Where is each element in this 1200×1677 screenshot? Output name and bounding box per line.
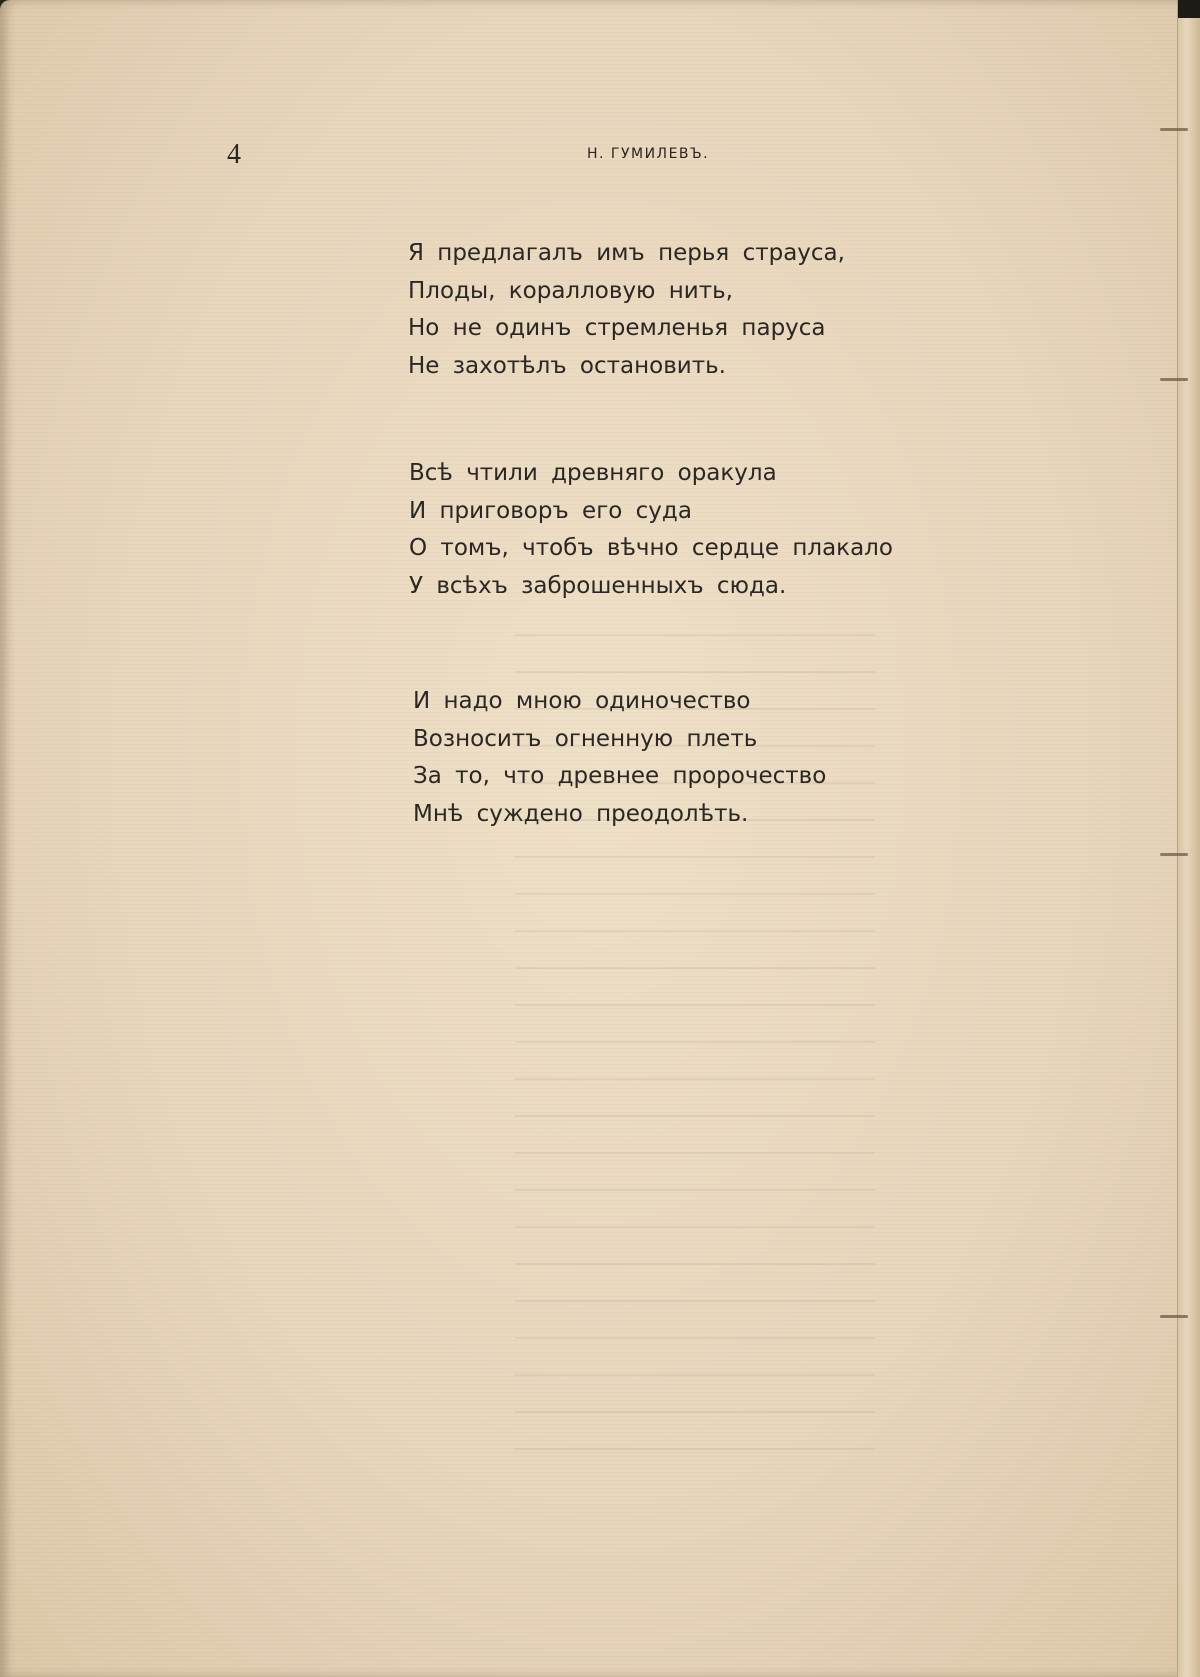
- binding-stitch: [1160, 128, 1188, 131]
- verse-line: Мнѣ суждено преодолѣть.: [413, 800, 749, 827]
- verse-line: О томъ, чтобъ вѣчно сердце плакало: [409, 535, 893, 561]
- binding-stitch: [1160, 853, 1188, 856]
- page-header: [0, 138, 1200, 178]
- verse-line: И приговоръ его суда: [409, 497, 692, 524]
- spine-shadow: [1178, 0, 1200, 18]
- running-head: Н. ГУМИЛЕВЪ.: [587, 146, 710, 162]
- verse-line: У всѣхъ заброшенныхъ сюда.: [409, 572, 787, 599]
- stanza-1: [408, 235, 845, 385]
- verse-line: Но не одинъ стремленья паруса: [408, 315, 826, 341]
- verse-line: И надо мною одиночество: [413, 688, 751, 714]
- verse-line: Я предлагалъ имъ перья страуса,: [408, 240, 845, 266]
- stanza-2: [409, 455, 893, 605]
- book-spine: [1177, 0, 1200, 1677]
- verse-line: Не захотѣлъ остановить.: [408, 352, 726, 379]
- page-number: 4: [227, 139, 241, 170]
- verse-line: Всѣ чтили древняго оракула: [409, 460, 777, 486]
- verse-line: Плоды, коралловую нить,: [408, 277, 733, 304]
- verse-line: За то, что древнее пророчество: [413, 763, 827, 789]
- verse-line: Возноситъ огненную плеть: [413, 725, 758, 752]
- binding-stitch: [1160, 1315, 1188, 1318]
- stanza-3: [413, 683, 826, 833]
- binding-stitch: [1160, 378, 1188, 381]
